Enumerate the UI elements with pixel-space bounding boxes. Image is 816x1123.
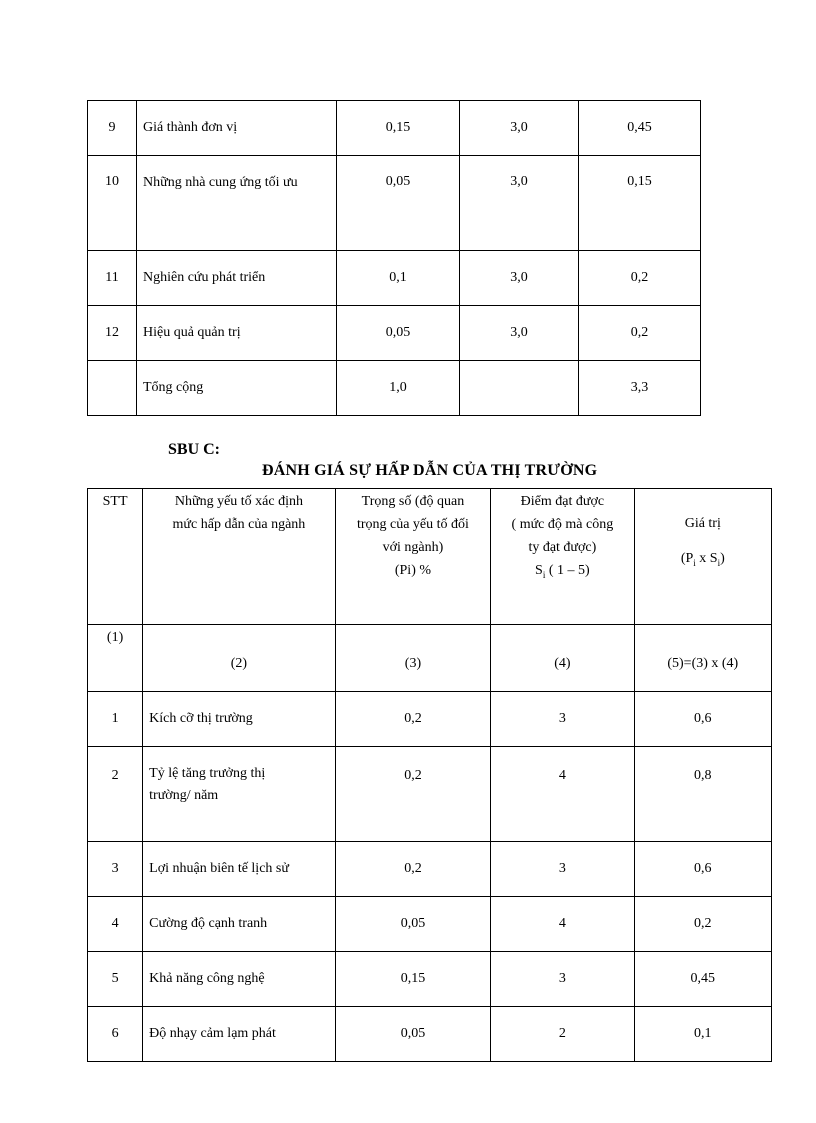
weighted-value: 0,6 [634, 842, 771, 897]
score-value: 3,0 [460, 306, 579, 361]
weight-value: 0,05 [335, 1007, 490, 1062]
total-score [460, 361, 579, 416]
score-value: 2 [491, 1007, 634, 1062]
score-value: 3 [491, 952, 634, 1007]
weighted-value: 0,2 [634, 897, 771, 952]
row-stt: 2 [88, 747, 143, 842]
row-number [88, 361, 137, 416]
header-score-line4 [491, 559, 633, 587]
row-stt: 3 [88, 842, 143, 897]
total-weight: 1,0 [337, 361, 460, 416]
col-number-2: (2) [143, 625, 336, 692]
table-row [88, 747, 772, 842]
header-score-line2: ( mức độ mà công [511, 517, 614, 532]
row-number: 12 [88, 306, 137, 361]
formula-sub-i: i [693, 557, 696, 568]
weighted-value: 0,45 [634, 952, 771, 1007]
table-row [88, 101, 701, 156]
factor-name: Khả năng công nghệ [143, 952, 336, 1007]
factor-name: Hiệu quả quản trị [137, 306, 337, 361]
formula-close: ) [720, 551, 725, 566]
header-value-line1: Giá trị [684, 516, 721, 531]
table-row [88, 306, 701, 361]
header-score-line3: ty đạt được) [528, 540, 597, 555]
header-weight-line4: (Pi) % [394, 563, 432, 578]
table-row [88, 897, 772, 952]
score-value: 3,0 [460, 251, 579, 306]
row-number: 9 [88, 101, 137, 156]
factor-name: Những nhà cung ứng tối ưu [137, 156, 337, 251]
row-stt: 1 [88, 692, 143, 747]
total-value: 3,3 [579, 361, 701, 416]
header-weight [335, 489, 490, 625]
weighted-value: 0,8 [634, 747, 771, 842]
weighted-value: 0,1 [634, 1007, 771, 1062]
weight-value: 0,15 [335, 952, 490, 1007]
formula-x: x S [695, 551, 718, 566]
score-value: 4 [491, 747, 634, 842]
row-stt: 5 [88, 952, 143, 1007]
header-weight-line3: với ngành) [382, 540, 444, 555]
factor-name: Giá thành đơn vị [137, 101, 337, 156]
score-value: 4 [491, 897, 634, 952]
header-row [88, 489, 772, 625]
row-number: 11 [88, 251, 137, 306]
col-number-5: (5)=(3) x (4) [634, 625, 771, 692]
score-range: ( 1 – 5) [545, 563, 590, 578]
col-number-1: (1) [88, 625, 143, 692]
ranking-table-continuation [87, 100, 701, 416]
header-score-line1: Điểm đạt được [520, 494, 605, 509]
table-row [88, 156, 701, 251]
table-row [88, 692, 772, 747]
weighted-value: 0,45 [579, 101, 701, 156]
factor-name: Tỷ lệ tăng trưởng thị trường/ năm [143, 747, 336, 842]
weighted-value: 0,6 [634, 692, 771, 747]
market-attractiveness-table [87, 488, 772, 1062]
table-title: ĐÁNH GIÁ SỰ HẤP DẪN CỦA THỊ TRƯỜNG [262, 462, 598, 479]
header-factor-line2: mức hấp dẫn của ngành [172, 517, 306, 532]
header-weight-line1: Trọng số (độ quan [361, 494, 465, 509]
weight-value: 0,15 [337, 101, 460, 156]
row-stt: 4 [88, 897, 143, 952]
sbu-label: SBU C: [168, 441, 221, 458]
weighted-value: 0,2 [579, 306, 701, 361]
factor-name: Kích cỡ thị trường [143, 692, 336, 747]
formula-p: (P [680, 551, 694, 566]
col-number-3: (3) [335, 625, 490, 692]
header-weight-line2: trọng của yếu tố đối [356, 517, 469, 532]
score-value: 3 [491, 842, 634, 897]
col-number-4: (4) [491, 625, 634, 692]
weighted-value: 0,2 [579, 251, 701, 306]
header-value-formula [635, 547, 771, 575]
factor-name: Lợi nhuận biên tế lịch sử [143, 842, 336, 897]
score-value: 3,0 [460, 101, 579, 156]
weight-value: 0,05 [335, 897, 490, 952]
weight-value: 0,05 [337, 156, 460, 251]
formula-sub-i2: i [717, 557, 721, 568]
table-row [88, 251, 701, 306]
header-stt: STT [88, 489, 143, 625]
row-number: 10 [88, 156, 137, 251]
table-row [88, 952, 772, 1007]
total-row [88, 361, 701, 416]
weight-value: 0,1 [337, 251, 460, 306]
row-stt: 6 [88, 1007, 143, 1062]
factor-name: Nghiên cứu phát triển [137, 251, 337, 306]
header-factor [143, 489, 336, 625]
weight-value: 0,2 [335, 692, 490, 747]
factor-name: Độ nhạy cảm lạm phát [143, 1007, 336, 1062]
weight-value: 0,05 [337, 306, 460, 361]
header-value [634, 489, 771, 625]
weight-value: 0,2 [335, 842, 490, 897]
header-score [491, 489, 634, 625]
weight-value: 0,2 [335, 747, 490, 842]
table-row [88, 842, 772, 897]
weighted-value: 0,15 [579, 156, 701, 251]
table-row [88, 1007, 772, 1062]
score-value: 3,0 [460, 156, 579, 251]
header-factor-line1: Những yếu tố xác định [174, 494, 303, 509]
score-value: 3 [491, 692, 634, 747]
factor-name: Cường độ cạnh tranh [143, 897, 336, 952]
score-subscript: i [542, 569, 546, 580]
total-label: Tổng cộng [137, 361, 337, 416]
score-symbol: S [535, 563, 543, 578]
column-number-row [88, 625, 772, 692]
